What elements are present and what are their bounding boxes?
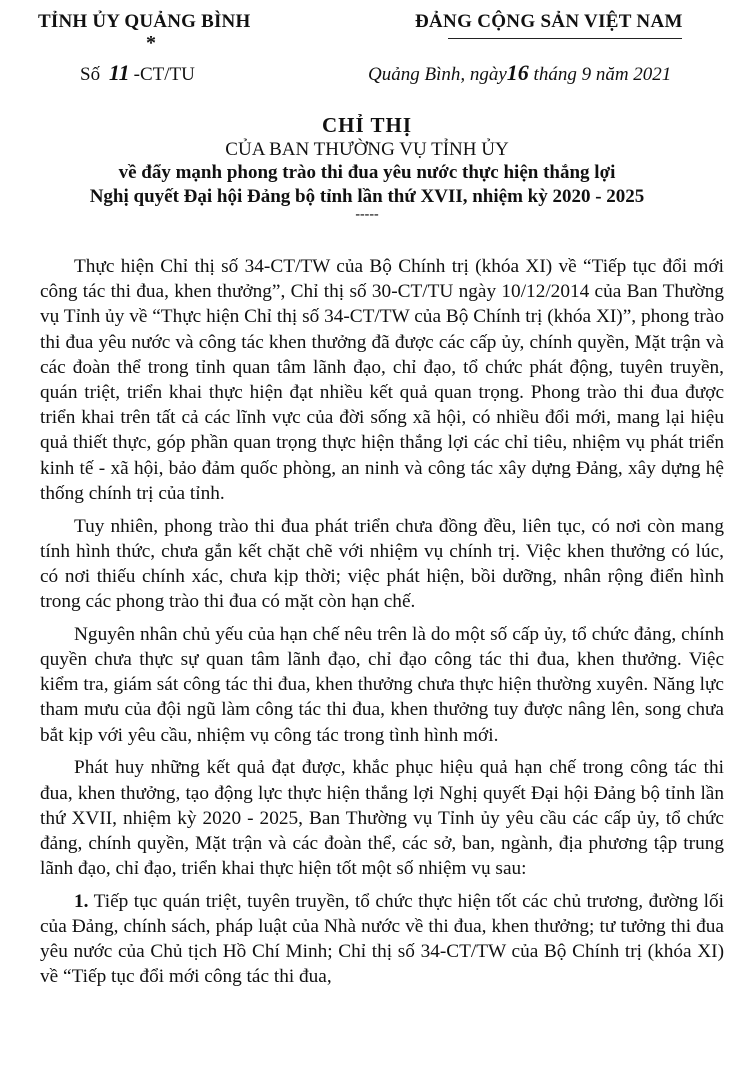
number-prefix: Số	[80, 64, 101, 85]
item-number: 1.	[74, 890, 89, 912]
issuing-organization: TỈNH ỦY QUẢNG BÌNH	[38, 11, 251, 32]
star-mark: *	[146, 32, 156, 54]
header-underline	[448, 38, 682, 39]
body-paragraph: Phát huy những kết quả đạt được, khắc phục hiệu quả hạn chế trong công tác thi đua, khen thưởng, tạo động lực thực hiện thắng lợi Nghị quyết Đại hội Đảng bộ tỉnh lần thứ XVII, nhiệm kỳ 2020 - 2025, Ban Thường vụ Tỉnh ủy yêu cầu các cấp ủy, tổ chức đảng, chính quyền, Mặt trận và các đoàn thể, các sở, ban, ngành, địa phương tập trung lãnh đạo, chỉ đạo, triển khai thực hiện tốt một số nhiệm vụ sau:	[40, 757, 724, 880]
document-type-title: CHỈ THỊ	[321, 113, 413, 137]
subject-line: về đẩy mạnh phong trào thi đua yêu nước thực hiện thắng lợi	[118, 162, 616, 183]
body-paragraph: Thực hiện Chỉ thị số 34-CT/TW của Bộ Chính trị (khóa XI) về “Tiếp tục đổi mới công tác thi đua, khen thưởng”, Chỉ thị số 30-CT/TU ngày 10/12/2014 của Ban Thường vụ Tỉnh ủy về “Thực hiện Chỉ thị số 34-CT/TW của Bộ Chính trị (khóa XI)”, phong trào thi đua yêu nước và công tác khen thưởng đã được các cấp ủy, chính quyền, Mặt trận và các đoàn thể trong tỉnh quan tâm lãnh đạo, chỉ đạo, tổ chức phát động, tuyên truyền, quán triệt, triển khai thực hiện đạt nhiều kết quả quan trọng. Phong trào thi đua được triển khai trên tất cả các lĩnh vực của đời sống xã hội, có nhiều đổi mới, mang lại hiệu quả thiết thực, góp phần quan trọng thực hiện thắng lợi các chỉ tiêu, nhiệm vụ phát triển kinh tế - xã hội, bảo đảm quốc phòng, an ninh và công tác xây dựng Đảng, xây dựng hệ thống chính trị của tỉnh.	[40, 256, 724, 504]
date-prefix: Quảng Bình, ngày	[368, 64, 507, 85]
numbered-item	[40, 889, 724, 990]
place-and-date	[368, 60, 671, 86]
item-text: Tiếp tục quán triệt, tuyên truyền, tổ chức thực hiện tốt các chủ trương, đường lối của Đảng, chính sách, pháp luật của Nhà nước về thi đua, khen thưởng; tư tưởng thi đua yêu nước của Chủ tịch Hồ Chí Minh; Chỉ thị số 34-CT/TW của Bộ Chính trị (khóa XI) về “Tiếp tục đổi mới công tác thi đua,	[40, 890, 724, 988]
number-suffix: -CT/TU	[133, 64, 195, 85]
document-number	[80, 60, 195, 86]
handwritten-day: 16	[506, 60, 529, 85]
body-paragraph: Nguyên nhân chủ yếu của hạn chế nêu trên là do một số cấp ủy, tổ chức đảng, chính quyền chưa thực sự quan tâm lãnh đạo, chỉ đạo công tác thi đua, khen thưởng. Việc kiểm tra, giám sát công tác thi đua, khen thưởng chưa thực hiện thường xuyên. Năng lực tham mưu của đội ngũ làm công tác thi đua, khen thưởng tuy được nâng lên, song chưa bắt kịp với yêu cầu, nhiệm vụ công tác trong tình hình mới.	[40, 623, 724, 746]
subject-line: Nghị quyết Đại hội Đảng bộ tỉnh lần thứ XVII, nhiệm kỳ 2020 - 2025	[89, 186, 645, 207]
party-name-heading: ĐẢNG CỘNG SẢN VIỆT NAM	[415, 11, 683, 32]
document-body	[40, 254, 724, 997]
body-paragraph: Tuy nhiên, phong trào thi đua phát triển chưa đồng đều, liên tục, có nơi còn mang tính hình thức, chưa gắn kết chặt chẽ với nhiệm vụ chính trị. Việc khen thưởng có lúc, có nơi thiếu chính xác, chưa kịp thời; việc phát hiện, bồi dưỡng, nhân rộng điển hình trong các phong trào thi đua có mặt còn hạn chế.	[40, 515, 724, 613]
document-subject	[0, 161, 734, 209]
title-separator: -----	[355, 207, 379, 222]
handwritten-number: 11	[108, 60, 130, 85]
date-suffix: tháng 9 năm 2021	[533, 64, 672, 85]
document-issuer: CỦA BAN THƯỜNG VỤ TỈNH ỦY	[225, 139, 509, 160]
